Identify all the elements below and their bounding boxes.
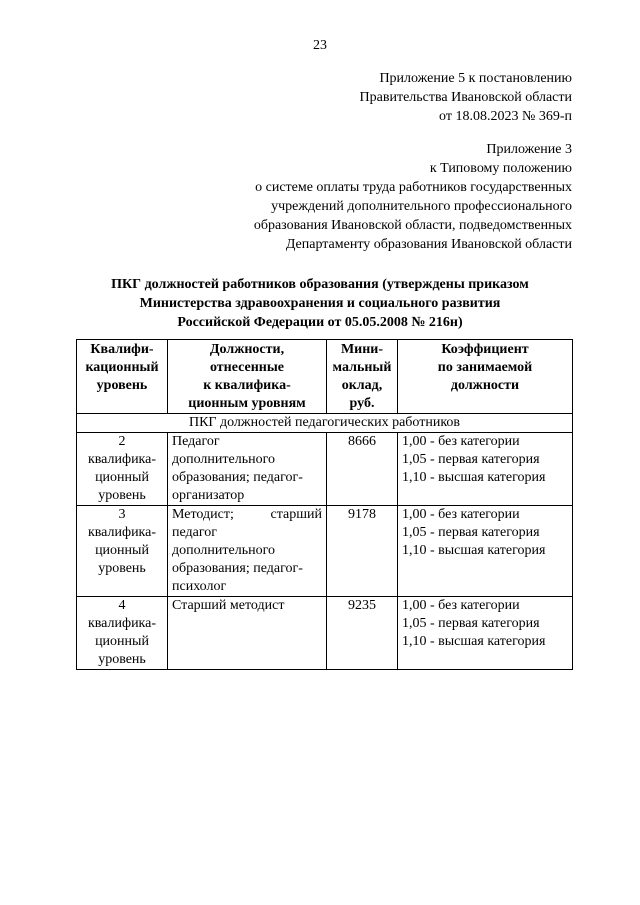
pkg-table — [76, 339, 573, 670]
appendix-3-line: учреждений дополнительного профессионального — [271, 199, 572, 214]
appendix-3-line: о системе оплаты труда работников государственных — [255, 180, 572, 195]
header-salary: Мини- мальный оклад, руб. — [327, 340, 398, 414]
appendix-5-line: Приложение 5 к постановлению — [379, 71, 572, 86]
page-number: 23 — [313, 38, 327, 53]
level-cell: 2 квалифика- ционный уровень — [77, 433, 168, 506]
level-cell: 4 квалифика- ционный уровень — [77, 597, 168, 670]
group-row — [77, 414, 573, 433]
appendix-5-block — [360, 69, 572, 126]
position-word: старший — [270, 507, 322, 522]
table-header-row — [77, 340, 573, 414]
header-positions: Должности, отнесенные к квалифика- ционным уровням — [168, 340, 327, 414]
header-level: Квалифи- кационный уровень — [77, 340, 168, 414]
salary-cell: 9178 — [327, 506, 398, 597]
positions-cell: Педагог дополнительного образования; педагог- организатор — [168, 433, 327, 506]
position-word: Методист; — [172, 507, 234, 522]
level-cell: 3 квалифика- ционный уровень — [77, 506, 168, 597]
positions-cell: Старший методист — [168, 597, 327, 670]
table-row — [77, 433, 573, 506]
appendix-5-line: от 18.08.2023 № 369-п — [439, 109, 572, 124]
appendix-3-line: образования Ивановской области, подведомственных — [253, 218, 572, 233]
title-line: Российской Федерации от 05.05.2008 № 216н) — [177, 315, 463, 330]
salary-cell: 8666 — [327, 433, 398, 506]
positions-cell: Методист; старший педагог дополнительного образования; педагог- психолог — [168, 506, 327, 597]
table-row — [77, 506, 573, 597]
title-line: Министерства здравоохранения и социального развития — [139, 296, 501, 311]
appendix-3-block — [254, 140, 572, 254]
table-row — [77, 597, 573, 670]
title-line: ПКГ должностей работников образования (утверждены приказом — [111, 277, 529, 292]
appendix-3-line: к Типовому положению — [429, 161, 572, 176]
coefficient-cell: 1,00 - без категории 1,05 - первая категория 1,10 - высшая категория — [398, 506, 573, 597]
appendix-3-line: Приложение 3 — [486, 142, 572, 157]
coefficient-cell: 1,00 - без категории 1,05 - первая категория 1,10 - высшая категория — [398, 433, 573, 506]
document-title — [0, 275, 640, 332]
header-coefficient: Коэффициент по занимаемой должности — [398, 340, 573, 414]
coefficient-cell: 1,00 - без категории 1,05 - первая категория 1,10 - высшая категория — [398, 597, 573, 670]
group-label: ПКГ должностей педагогических работников — [77, 414, 573, 433]
appendix-3-line: Департаменту образования Ивановской области — [285, 237, 572, 252]
appendix-5-line: Правительства Ивановской области — [359, 90, 572, 105]
salary-cell: 9235 — [327, 597, 398, 670]
